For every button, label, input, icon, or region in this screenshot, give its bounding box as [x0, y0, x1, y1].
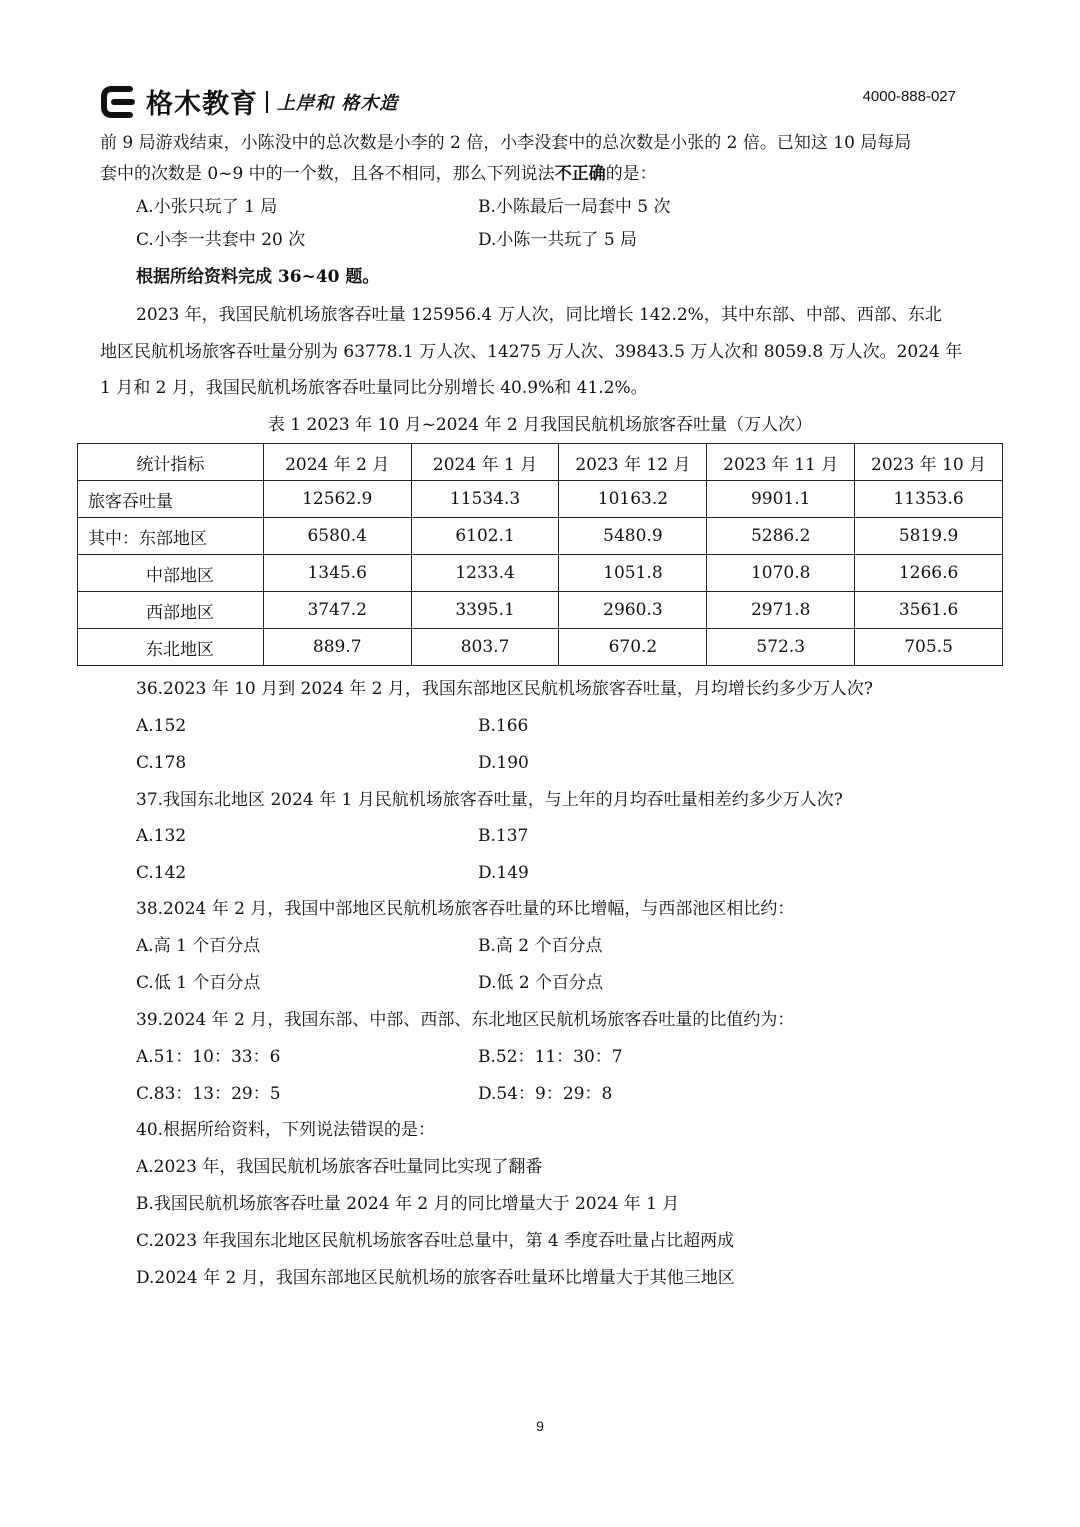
table-cell: 5286.2 — [707, 518, 855, 555]
q37-option-a: A.132 — [136, 826, 187, 846]
q35-option-d: D.小陈一共玩了 5 局 — [478, 230, 638, 250]
table-cell: 3561.6 — [855, 592, 1003, 629]
q40-option-c: C.2023 年我国东北地区民航机场旅客吞吐总量中，第 4 季度吞吐量占比超两成 — [136, 1231, 735, 1251]
table-cell: 6102.1 — [411, 518, 559, 555]
q35-emphasis: 不正确 — [554, 164, 606, 184]
table-cell: 11534.3 — [411, 481, 559, 518]
q37-option-b: B.137 — [478, 826, 529, 846]
brand-slogan: 上岸和 格木造 — [277, 92, 399, 114]
table-cell: 5819.9 — [855, 518, 1003, 555]
q39-option-a: A.51：10：33：6 — [136, 1047, 281, 1067]
row-label: 西部地区 — [78, 592, 264, 629]
q35-text-b: 的是： — [605, 164, 657, 184]
brand-name: 格木教育 — [146, 89, 258, 120]
q37-option-d: D.149 — [478, 863, 529, 883]
q39-option-d: D.54：9：29：8 — [478, 1084, 613, 1104]
row-label: 其中：东部地区 — [78, 518, 264, 555]
table-cell: 1345.6 — [263, 555, 411, 592]
q37-stem: 37.我国东北地区 2024 年 1 月民航机场旅客吞吐量，与上年的月均吞吐量相差约多少万人次? — [136, 790, 843, 810]
table-cell: 670.2 — [559, 629, 707, 666]
material-line-2: 地区民航机场旅客吞吐量分别为 63778.1 万人次、14275 万人次、39843.5 万人次和 8059.8 万人次。2024 年 — [100, 342, 963, 362]
table-header-cell: 2023 年 12 月 — [559, 444, 707, 481]
q38-option-b: B.高 2 个百分点 — [478, 936, 603, 956]
q35-option-b: B.小陈最后一局套中 5 次 — [478, 197, 671, 217]
hotline-number: 4000-888-027 — [862, 88, 956, 105]
q36-option-b: B.166 — [478, 716, 529, 736]
table-cell: 705.5 — [855, 629, 1003, 666]
q38-option-a: A.高 1 个百分点 — [136, 936, 261, 956]
q40-option-d: D.2024 年 2 月，我国东部地区民航机场的旅客吞吐量环比增量大于其他三地区 — [136, 1268, 735, 1288]
table-header-cell: 2024 年 2 月 — [263, 444, 411, 481]
q38-option-c: C.低 1 个百分点 — [136, 973, 261, 993]
q40-option-b: B.我国民航机场旅客吞吐量 2024 年 2 月的同比增量大于 2024 年 1 月 — [136, 1194, 680, 1214]
q35-text-a: 套中的次数是 0~9 中的一个数，且各不相同，那么下列说法 — [100, 164, 555, 184]
table-header-cell: 统计指标 — [78, 444, 264, 481]
q40-option-a: A.2023 年，我国民航机场旅客吞吐量同比实现了翻番 — [136, 1157, 543, 1177]
q39-stem: 39.2024 年 2 月，我国东部、中部、西部、东北地区民航机场旅客吞吐量的比值约为： — [136, 1010, 795, 1030]
brand-logo-icon — [100, 85, 140, 119]
table-caption: 表 1 2023 年 10 月~2024 年 2 月我国民航机场旅客吞吐量（万人次） — [267, 415, 813, 435]
table-cell: 889.7 — [263, 629, 411, 666]
table-row — [78, 629, 1003, 666]
table-cell: 1070.8 — [707, 555, 855, 592]
q35-text-line-1: 前 9 局游戏结束，小陈没中的总次数是小李的 2 倍，小李没套中的总次数是小张的 2 倍。已知这 10 局每局 — [100, 133, 912, 153]
q35-option-c: C.小李一共套中 20 次 — [136, 230, 306, 250]
table-cell: 5480.9 — [559, 518, 707, 555]
q36-stem: 36.2023 年 10 月到 2024 年 2 月，我国东部地区民航机场旅客吞吐量，月均增长约多少万人次? — [136, 679, 873, 699]
table-row — [78, 518, 1003, 555]
row-label: 旅客吞吐量 — [78, 481, 264, 518]
table-cell: 10163.2 — [559, 481, 707, 518]
table-header-cell: 2024 年 1 月 — [411, 444, 559, 481]
table-header-row — [78, 444, 1003, 481]
q35-text-line-2 — [100, 162, 657, 186]
q40-stem: 40.根据所给资料，下列说法错误的是： — [136, 1120, 436, 1140]
table-header-cell: 2023 年 11 月 — [707, 444, 855, 481]
table-cell: 2971.8 — [707, 592, 855, 629]
table-row — [78, 592, 1003, 629]
page-number: 9 — [536, 1418, 544, 1434]
q38-option-d: D.低 2 个百分点 — [478, 973, 604, 993]
q37-option-c: C.142 — [136, 863, 187, 883]
table-cell: 6580.4 — [263, 518, 411, 555]
table-cell: 2960.3 — [559, 592, 707, 629]
table-cell: 12562.9 — [263, 481, 411, 518]
table-cell: 3395.1 — [411, 592, 559, 629]
row-label: 东北地区 — [78, 629, 264, 666]
q36-option-a: A.152 — [136, 716, 187, 736]
table-cell: 9901.1 — [707, 481, 855, 518]
material-line-3: 1 月和 2 月，我国民航机场旅客吞吐量同比分别增长 40.9%和 41.2%。 — [100, 378, 648, 398]
q35-option-a: A.小张只玩了 1 局 — [136, 197, 278, 217]
table-cell: 803.7 — [411, 629, 559, 666]
table-cell: 1266.6 — [855, 555, 1003, 592]
section-title: 根据所给资料完成 36~40 题。 — [136, 267, 380, 287]
table-cell: 1233.4 — [411, 555, 559, 592]
table-row — [78, 555, 1003, 592]
data-table — [77, 443, 1003, 666]
table-row — [78, 481, 1003, 518]
q36-option-c: C.178 — [136, 753, 187, 773]
logo-divider — [266, 91, 268, 113]
q36-option-d: D.190 — [478, 753, 529, 773]
q39-option-c: C.83：13：29：5 — [136, 1084, 281, 1104]
table-cell: 11353.6 — [855, 481, 1003, 518]
brand-logo — [100, 82, 398, 121]
table-cell: 3747.2 — [263, 592, 411, 629]
table-header-cell: 2023 年 10 月 — [855, 444, 1003, 481]
table-cell: 572.3 — [707, 629, 855, 666]
q38-stem: 38.2024 年 2 月，我国中部地区民航机场旅客吞吐量的环比增幅，与西部池区相比约： — [136, 899, 795, 919]
material-line-1: 2023 年，我国民航机场旅客吞吐量 125956.4 万人次，同比增长 142.2%，其中东部、中部、西部、东北 — [136, 305, 942, 325]
table-cell: 1051.8 — [559, 555, 707, 592]
q39-option-b: B.52：11：30：7 — [478, 1047, 623, 1067]
page-header — [100, 80, 960, 120]
row-label: 中部地区 — [78, 555, 264, 592]
